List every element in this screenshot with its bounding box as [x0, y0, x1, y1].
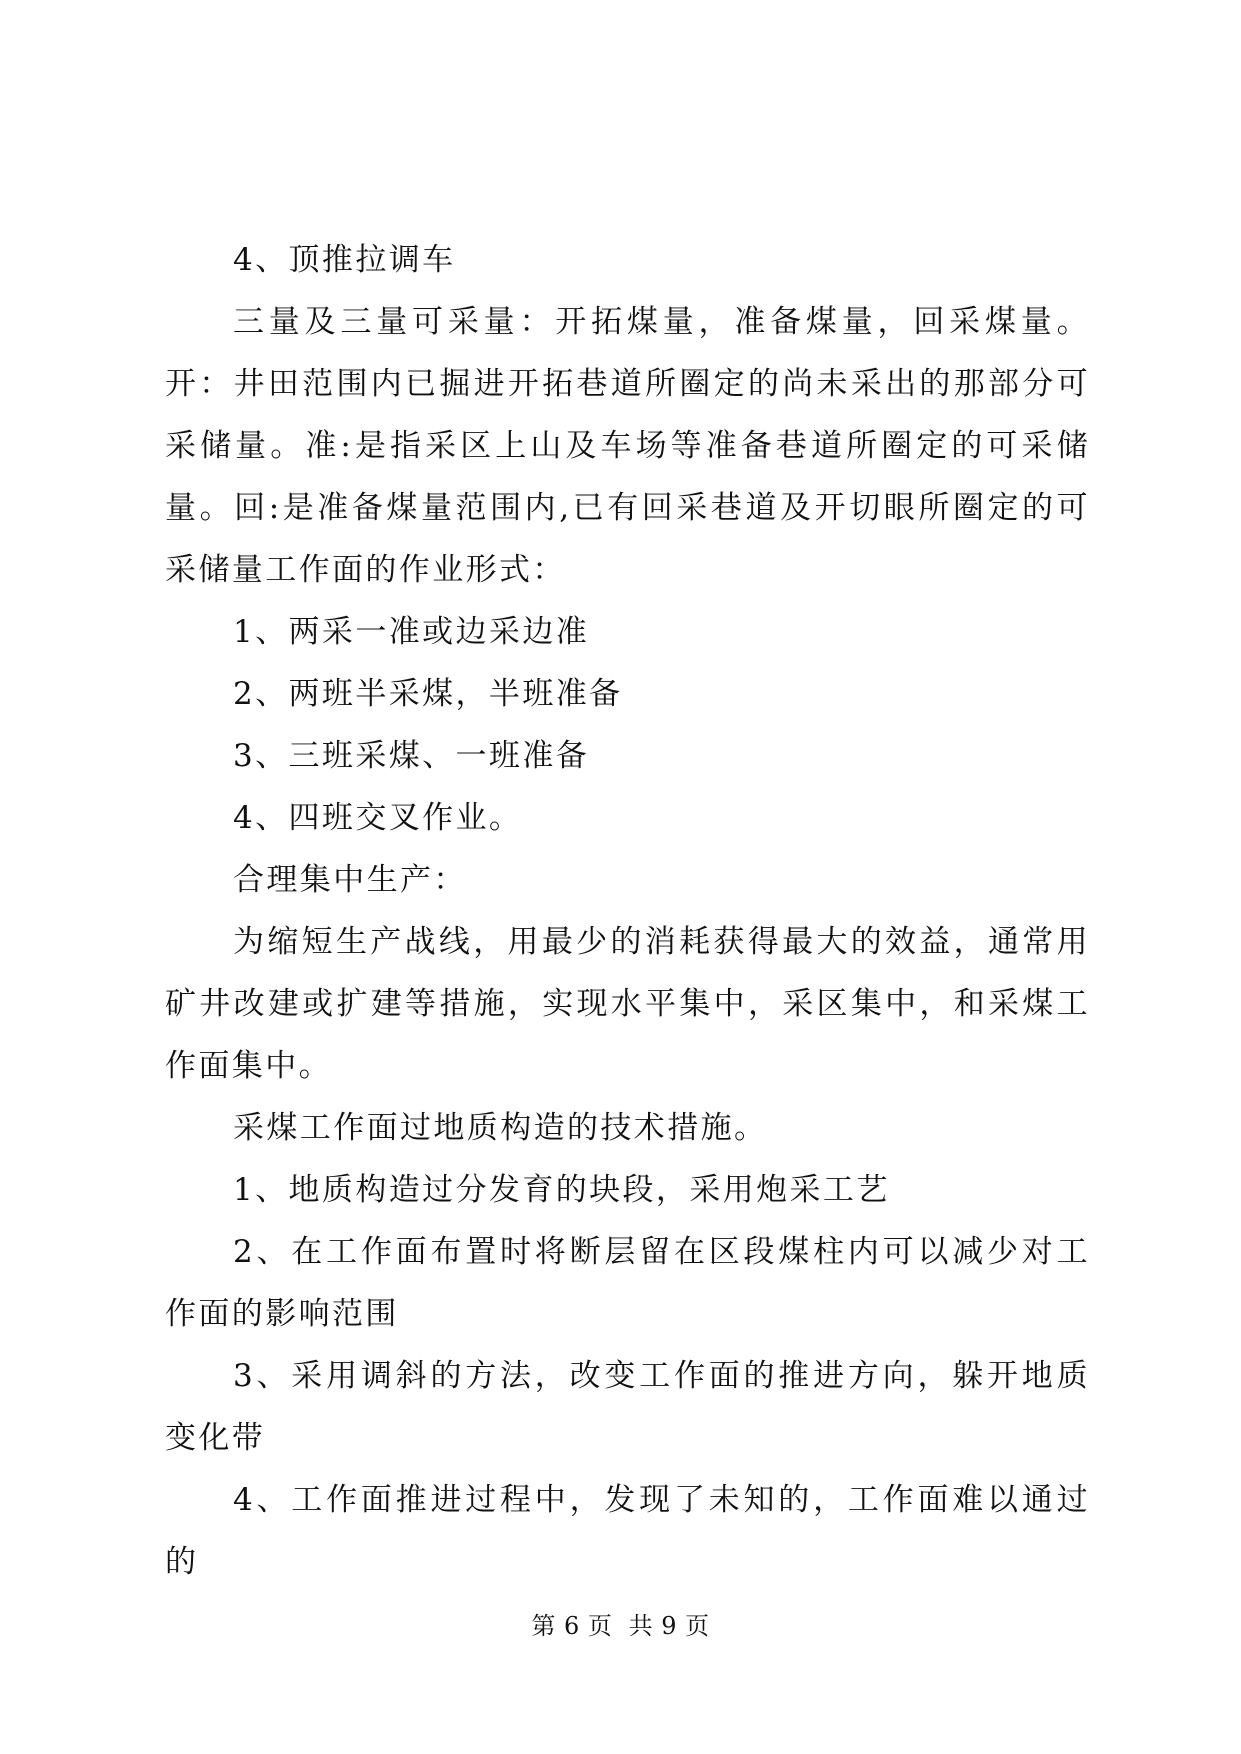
paragraph: 3、三班采煤、一班准备 [233, 738, 590, 774]
page-number: 第 6 页 [531, 1612, 613, 1640]
page-footer [0, 1606, 1241, 1641]
paragraph: 合理集中生产： [233, 862, 467, 898]
footer-separator [612, 1612, 628, 1640]
paragraph: 2、在工作面布置时将断层留在区段煤柱内可以减少对工作面的影响范围 [165, 1234, 1090, 1332]
paragraph: 4、四班交叉作业。 [233, 800, 523, 836]
paragraph: 2、两班半采煤，半班准备 [233, 676, 623, 712]
paragraph: 3、采用调斜的方法，改变工作面的推进方向，躲开地质变化带 [165, 1358, 1090, 1456]
paragraph: 4、顶推拉调车 [233, 242, 456, 278]
document-body [165, 229, 1090, 1593]
paragraph: 三量及三量可采量：开拓煤量，准备煤量，回采煤量。开：井田范围内已掘进开拓巷道所圈定的尚未采出的那部分可采储量。准:是指采区上山及车场等准备巷道所圈定的可采储量。回:是准备煤量范围内,已有回采巷道及开切眼所圈定的可采储量工作面的作业形式： [165, 304, 1090, 588]
paragraph: 1、地质构造过分发育的块段，采用炮采工艺 [233, 1172, 890, 1208]
page-total: 共 9 页 [628, 1612, 710, 1640]
paragraph: 为缩短生产战线，用最少的消耗获得最大的效益，通常用矿井改建或扩建等措施，实现水平集中，采区集中，和采煤工作面集中。 [165, 924, 1090, 1084]
paragraph: 1、两采一准或边采边准 [233, 614, 590, 650]
paragraph: 4、工作面推进过程中，发现了未知的，工作面难以通过的 [165, 1482, 1090, 1580]
paragraph: 采煤工作面过地质构造的技术措施。 [233, 1110, 768, 1146]
